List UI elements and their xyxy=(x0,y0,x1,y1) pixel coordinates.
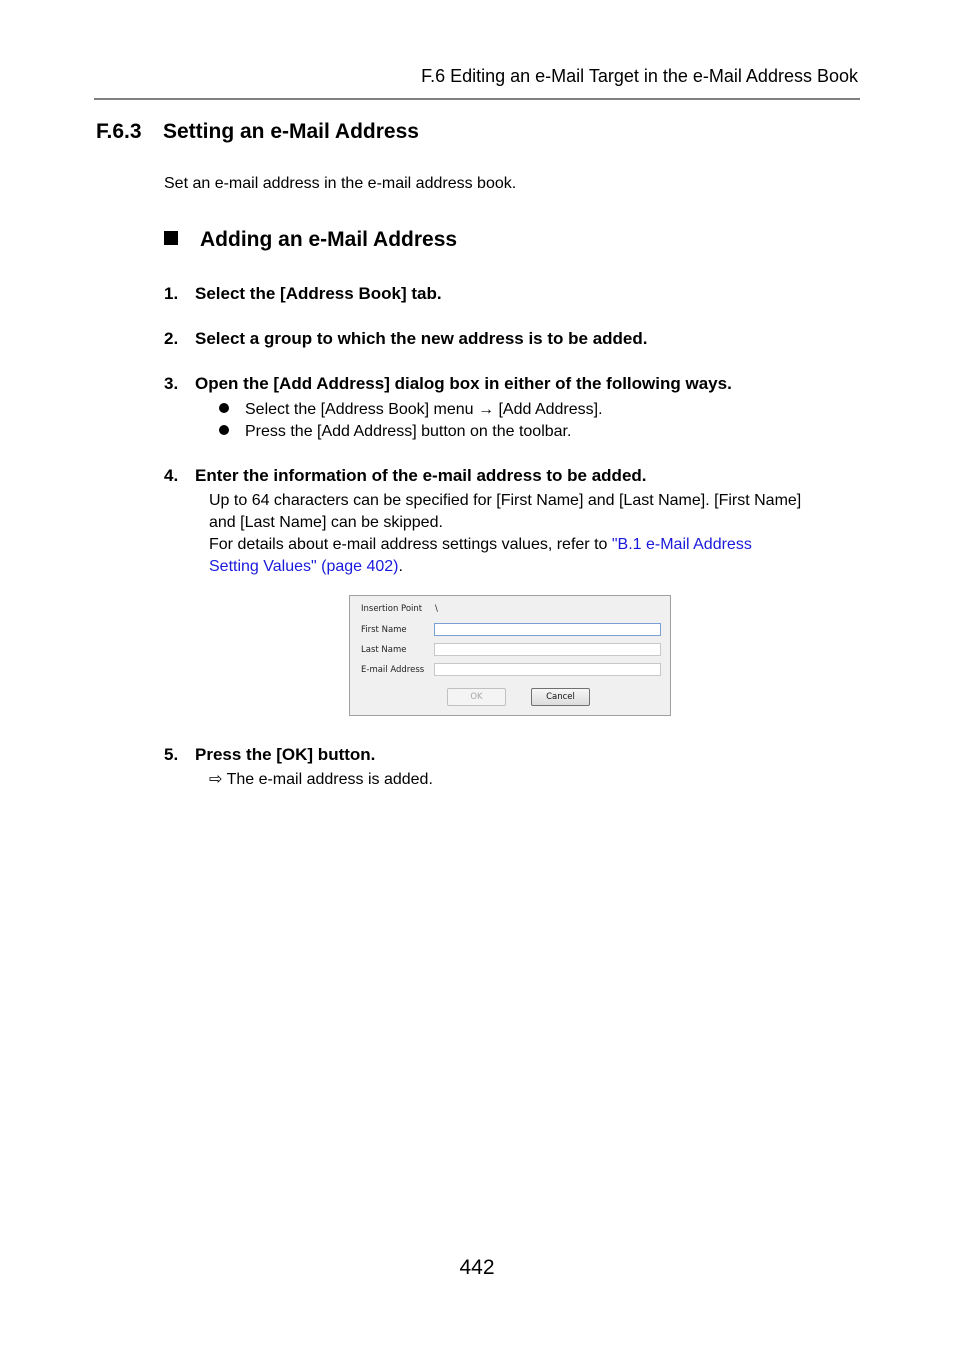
first-name-label: First Name xyxy=(361,625,407,635)
step-text: Select a group to which the new address is to be added. xyxy=(195,329,648,348)
step-number: 3. xyxy=(164,374,179,393)
step-text: Select the [Address Book] tab. xyxy=(195,284,442,303)
bullet-icon xyxy=(219,403,229,413)
list-item: Select the [Address Book] menu → [Add Address]. xyxy=(219,401,603,419)
cancel-button[interactable]: Cancel xyxy=(531,688,590,706)
subheading xyxy=(164,228,457,252)
section-number: F.6.3 xyxy=(96,120,142,143)
step-number: 1. xyxy=(164,284,179,303)
step-5-result: ⇨ The e-mail address is added. xyxy=(209,771,433,788)
section-title xyxy=(96,120,419,144)
step-text: Press the [OK] button. xyxy=(195,745,376,764)
bullet-icon xyxy=(219,425,229,435)
list-item: Press the [Add Address] button on the toolbar. xyxy=(219,423,571,441)
last-name-label: Last Name xyxy=(361,645,407,655)
email-address-label: E-mail Address xyxy=(361,665,425,675)
add-address-dialog xyxy=(349,595,671,716)
reference-link[interactable]: "B.1 e-Mail Address xyxy=(611,536,752,553)
last-name-field[interactable] xyxy=(434,643,661,656)
step-number: 4. xyxy=(164,466,179,485)
reference-link-continued[interactable]: Setting Values" (page 402) xyxy=(209,558,399,575)
step-2 xyxy=(164,329,647,349)
step-text: Enter the information of the e-mail address to be added. xyxy=(195,466,647,485)
step-number: 2. xyxy=(164,329,179,348)
first-name-field[interactable] xyxy=(434,623,661,636)
step-1 xyxy=(164,284,442,304)
step-4 xyxy=(164,466,647,486)
section-title-text: Setting an e-Mail Address xyxy=(163,120,419,143)
step-text: Open the [Add Address] dialog box in either of the following ways. xyxy=(195,374,732,393)
step-5 xyxy=(164,745,375,765)
square-bullet-icon xyxy=(164,231,178,245)
step-3 xyxy=(164,374,732,394)
subheading-text: Adding an e-Mail Address xyxy=(200,228,458,251)
ok-button[interactable]: OK xyxy=(447,688,506,706)
page-number: 442 xyxy=(459,1256,495,1279)
step-number: 5. xyxy=(164,745,179,764)
step-4-body: Up to 64 characters can be specified for [First Name] and [Last Name]. [First Name] and [Last Name] can be skipped. For details about e-mail address settings values, refer to "B.1 e-Mail Address Setting Values" (page 402). xyxy=(209,492,802,575)
running-header: F.6 Editing an e-Mail Target in the e-Mail Address Book xyxy=(421,66,858,86)
email-address-field[interactable] xyxy=(434,663,661,676)
header-divider xyxy=(94,98,860,100)
intro-text: Set an e-mail address in the e-mail address book. xyxy=(164,175,517,192)
insertion-point-value: \ xyxy=(435,604,438,614)
insertion-point-label: Insertion Point xyxy=(361,604,423,614)
